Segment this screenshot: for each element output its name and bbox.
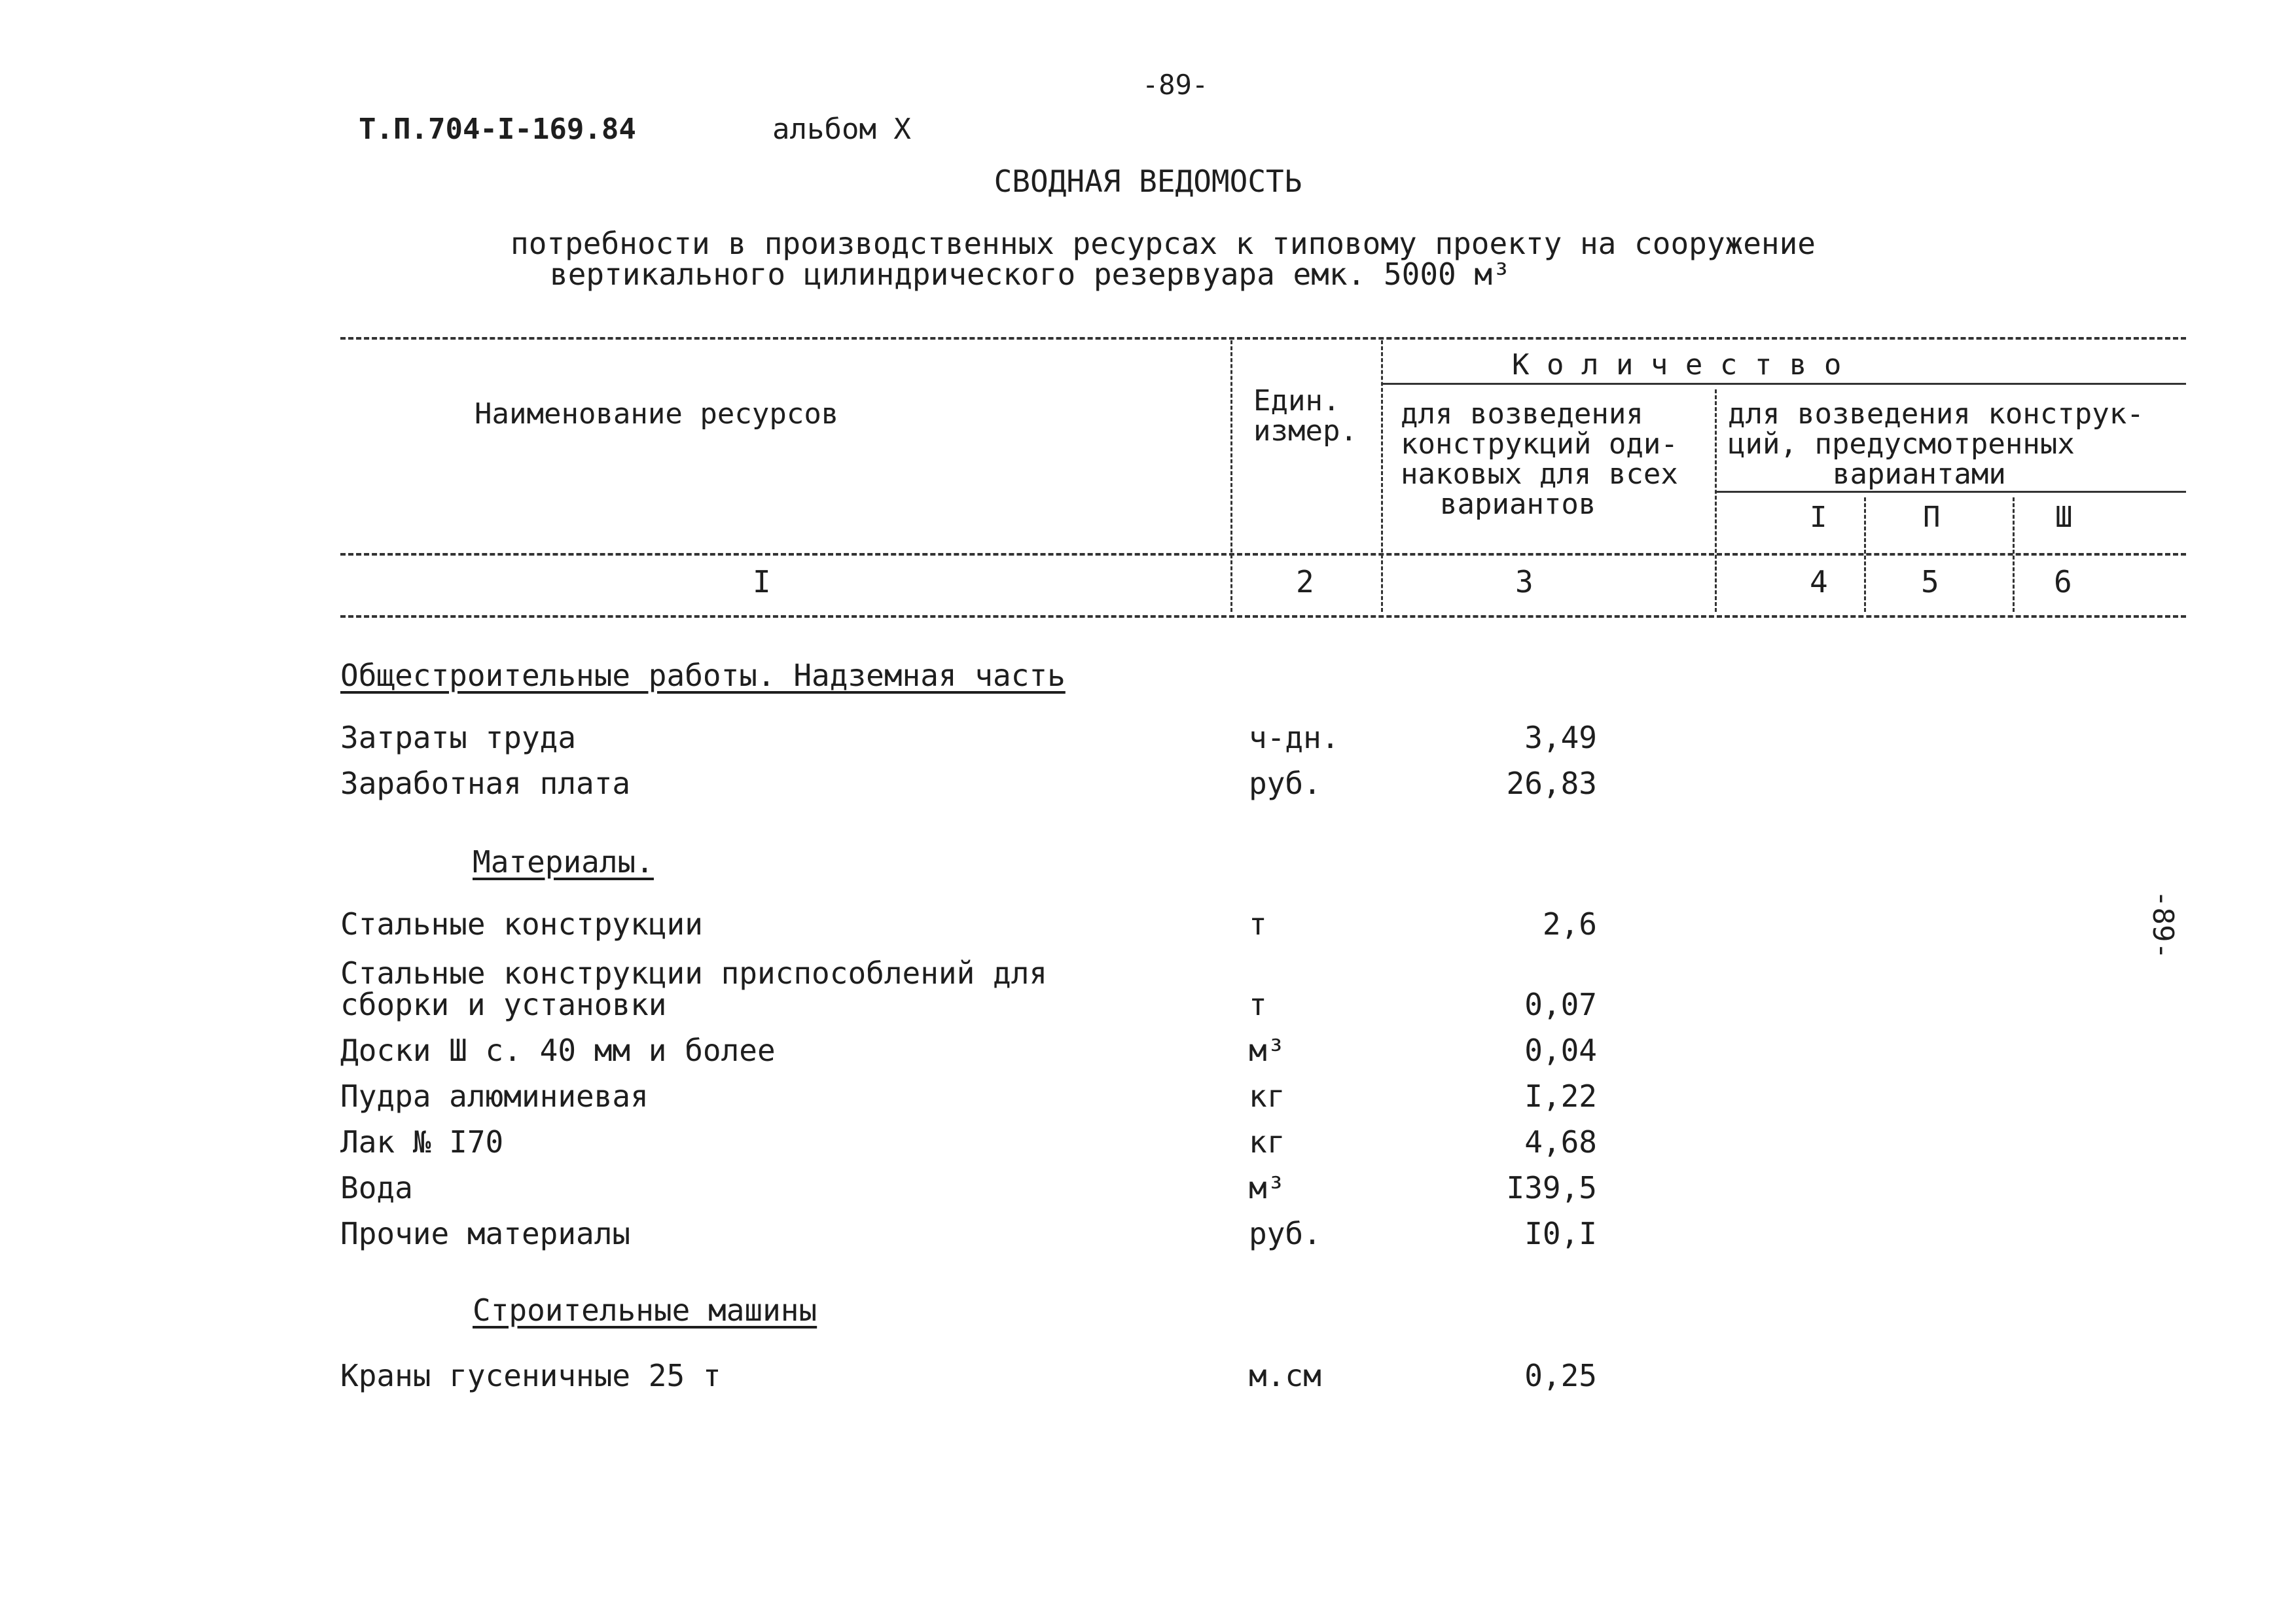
column-header-variants-line1: для возведения конструк- [1728, 397, 2144, 431]
column-header-quantity: К о л и ч е с т в о [1512, 348, 1842, 382]
quantity-rule [1381, 383, 2186, 385]
row-unit-lacquer: кг [1249, 1124, 1285, 1160]
column-number-4: 4 [1810, 564, 1828, 599]
row-qty-boards: 0,04 [1524, 1033, 1597, 1068]
row-unit-water: м³ [1249, 1170, 1285, 1205]
column-header-common-line1: для возведения [1401, 397, 1643, 431]
page-number: -89- [1142, 69, 1209, 101]
column-header-common-line2: конструкций оди- [1401, 427, 1678, 461]
column-number-1: I [753, 564, 771, 599]
row-qty-wages: 26,83 [1506, 766, 1597, 801]
row-name-fixture-structures-line2: сборки и установки [340, 987, 667, 1022]
row-qty-steel-structures: 2,6 [1542, 906, 1597, 942]
divider-unit-qty [1381, 340, 1383, 612]
document-title: СВОДНАЯ ВЕДОМОСТЬ [994, 164, 1302, 199]
column-number-3: 3 [1515, 564, 1534, 599]
column-header-variant-3: Ш [2055, 501, 2073, 534]
column-number-5: 5 [1921, 564, 1939, 599]
row-qty-other-materials: I0,I [1524, 1216, 1597, 1251]
row-qty-crawler-cranes: 0,25 [1524, 1358, 1597, 1393]
row-unit-other-materials: руб. [1249, 1216, 1321, 1251]
column-header-variant-2: П [1923, 501, 1941, 534]
column-number-6: 6 [2054, 564, 2072, 599]
row-unit-wages: руб. [1249, 766, 1321, 801]
row-name-fixture-structures-line1: Стальные конструкции приспособлений для [340, 955, 1048, 991]
row-qty-lacquer: 4,68 [1524, 1124, 1597, 1160]
row-name-crawler-cranes: Краны гусеничные 25 т [340, 1358, 721, 1393]
section-heading-materials: Материалы. [473, 844, 654, 880]
divider-common-variants [1715, 389, 1717, 612]
column-header-unit-line1: Един. [1253, 384, 1340, 418]
row-name-steel-structures: Стальные конструкции [340, 906, 703, 942]
side-page-number: -89- [2146, 890, 2179, 959]
row-qty-aluminium-powder: I,22 [1524, 1079, 1597, 1114]
document-subtitle-line1: потребности в производственных ресурсах к типовому проекту на сооружение [511, 226, 1816, 261]
column-header-unit-line2: измер. [1253, 414, 1357, 448]
header-bottom-rule [340, 615, 2186, 618]
row-name-other-materials: Прочие материалы [340, 1216, 631, 1251]
row-unit-fixture-structures: т [1249, 987, 1267, 1022]
divider-variant-2-3 [2013, 497, 2015, 612]
row-unit-labor: ч-дн. [1249, 720, 1340, 755]
row-unit-aluminium-powder: кг [1249, 1079, 1285, 1114]
album-label: альбом X [772, 113, 911, 146]
row-name-wages: Заработная плата [340, 766, 631, 801]
header-numbers-rule [340, 553, 2186, 556]
row-name-labor: Затраты труда [340, 720, 577, 755]
document-subtitle-line2: вертикального цилиндрического резервуара емк. 5000 м³ [550, 257, 1511, 292]
variants-rule [1715, 491, 2186, 493]
divider-variant-1-2 [1864, 497, 1866, 612]
row-name-lacquer: Лак № I70 [340, 1124, 504, 1160]
header-top-rule [340, 337, 2186, 340]
row-unit-crawler-cranes: м.см [1249, 1358, 1321, 1393]
column-header-name: Наименование ресурсов [475, 397, 839, 431]
row-name-aluminium-powder: Пудра алюминиевая [340, 1079, 649, 1114]
column-header-variants-line2: ций, предусмотренных [1728, 427, 2075, 461]
column-header-common-line4: вариантов [1440, 488, 1596, 521]
section-heading-general-works: Общестроительные работы. Надземная часть [340, 658, 1066, 693]
row-qty-fixture-structures: 0,07 [1524, 987, 1597, 1022]
row-unit-steel-structures: т [1249, 906, 1267, 942]
row-qty-labor: 3,49 [1524, 720, 1597, 755]
divider-name-unit [1230, 340, 1232, 612]
column-header-variants-line3: вариантами [1833, 457, 2006, 491]
document-code: Т.П.704-I-169.84 [359, 113, 636, 146]
column-number-2: 2 [1296, 564, 1314, 599]
column-header-common-line3: наковых для всех [1401, 457, 1678, 491]
section-heading-machines: Строительные машины [473, 1293, 817, 1328]
row-unit-boards: м³ [1249, 1033, 1285, 1068]
row-name-boards: Доски Ш с. 40 мм и более [340, 1033, 776, 1068]
column-header-variant-1: I [1810, 501, 1827, 534]
row-qty-water: I39,5 [1506, 1170, 1597, 1205]
row-name-water: Вода [340, 1170, 413, 1205]
